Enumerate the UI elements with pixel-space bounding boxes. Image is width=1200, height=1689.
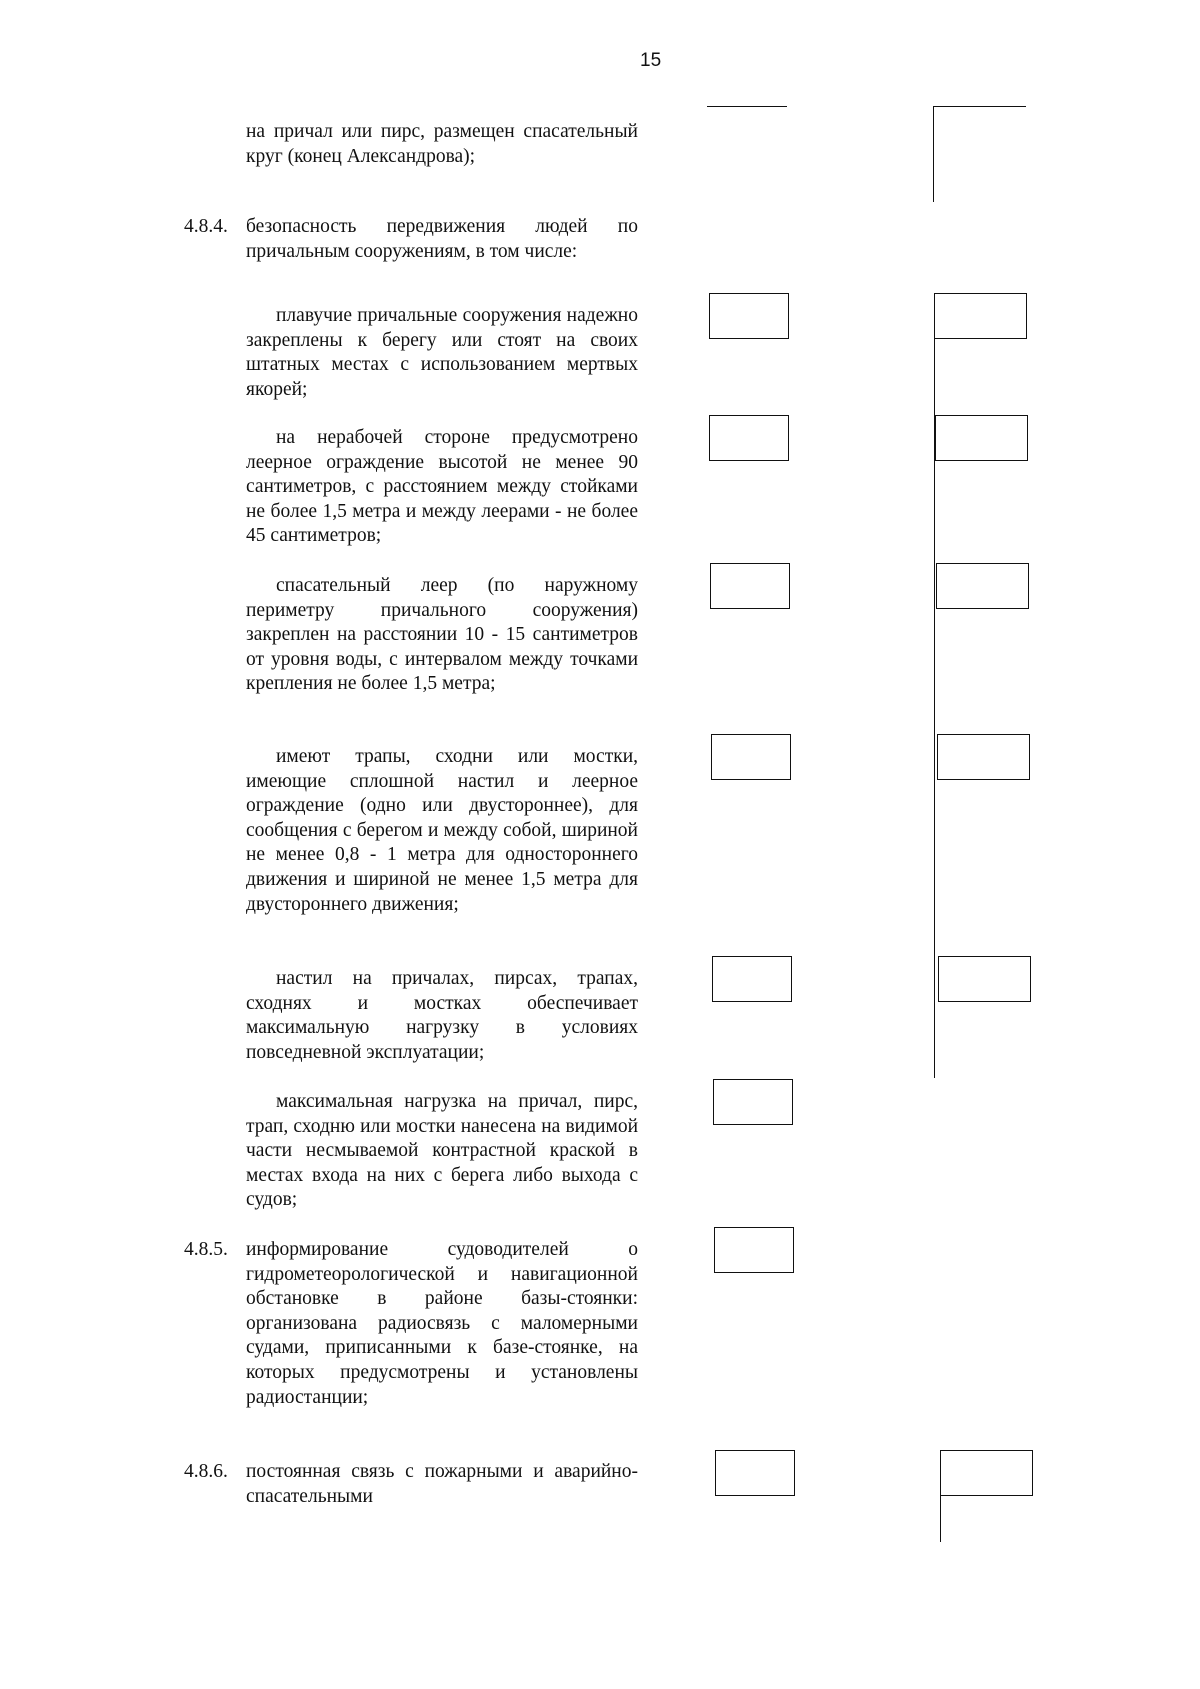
sub-item (246, 574, 638, 697)
checkbox[interactable] (709, 415, 789, 461)
comment-field[interactable] (936, 563, 1029, 609)
sub-item (246, 1090, 638, 1213)
comment-column-rule (933, 106, 934, 202)
item-text: максимальная нагрузка на причал, пирс, трап, сходню или мостки нанесена на видимой части несмываемой контрастной краской в местах входа на них с берега либо выхода с судов; (246, 1091, 638, 1211)
checkbox[interactable] (711, 734, 791, 780)
list-item (184, 215, 638, 264)
list-item (246, 120, 638, 169)
comment-column-rule (934, 293, 935, 1078)
list-item (184, 1238, 638, 1410)
item-text: на нерабочей стороне предусмотрено леерное ограждение высотой не менее 90 сантиметров, с расстоянием между стойками не более 1,5 метра и между леерами - не более 45 сантиметров; (246, 427, 638, 547)
item-text: информирование судоводителей о гидрометеорологической и навигационной обстановке в районе базы-стоянки: организована радиосвязь с маломерными судами, приписанными к базе-стоянке, на которых предусмотрены и установлены радиостанции; (246, 1239, 638, 1408)
checkbox[interactable] (712, 956, 792, 1002)
item-text: спасательный леер (по наружному периметру причального сооружения) закреплен на расстоянии 10 - 15 сантиметров от уровня воды, с интервалом между точками крепления не более 1,5 метра; (246, 575, 638, 695)
sub-item (246, 426, 638, 549)
checkbox[interactable] (709, 293, 789, 339)
item-text: безопасность передвижения людей по причальным сооружениям, в том числе: (246, 216, 638, 262)
comment-field[interactable] (937, 734, 1030, 780)
comment-field[interactable] (938, 956, 1031, 1002)
page-number: 15 (640, 50, 662, 71)
checkbox[interactable] (714, 1227, 794, 1273)
item-text: настил на причалах, пирсах, трапах, сходнях и мостках обеспечивает максимальную нагрузку в условиях повседневной эксплуатации; (246, 968, 638, 1063)
item-number: 4.8.5. (184, 1239, 228, 1260)
sub-item (246, 304, 638, 402)
comment-field-top-edge (933, 106, 1026, 107)
sub-item (246, 967, 638, 1065)
item-number: 4.8.4. (184, 216, 228, 237)
list-item (184, 1460, 638, 1509)
checkbox-bottom-edge (707, 106, 787, 107)
checkbox[interactable] (713, 1079, 793, 1125)
checkbox[interactable] (710, 563, 790, 609)
comment-field[interactable] (935, 415, 1028, 461)
comment-field[interactable] (934, 293, 1027, 339)
item-text: постоянная связь с пожарными и аварийно-спасательными (246, 1461, 638, 1507)
item-text: имеют трапы, сходни или мостки, имеющие сплошной настил и леерное ограждение (одно или двустороннее), для сообщения с берегом и между собой, шириной не менее 0,8 - 1 метра для одностороннего движения и шириной не менее 1,5 метра для двустороннего движения; (246, 746, 638, 915)
item-text: на причал или пирс, размещен спасательный круг (конец Александрова); (246, 121, 638, 167)
comment-field[interactable] (940, 1450, 1033, 1496)
checkbox[interactable] (715, 1450, 795, 1496)
item-number: 4.8.6. (184, 1461, 228, 1482)
item-text: плавучие причальные сооружения надежно закреплены к берегу или стоят на своих штатных местах с использованием мертвых якорей; (246, 305, 638, 400)
sub-item (246, 745, 638, 917)
